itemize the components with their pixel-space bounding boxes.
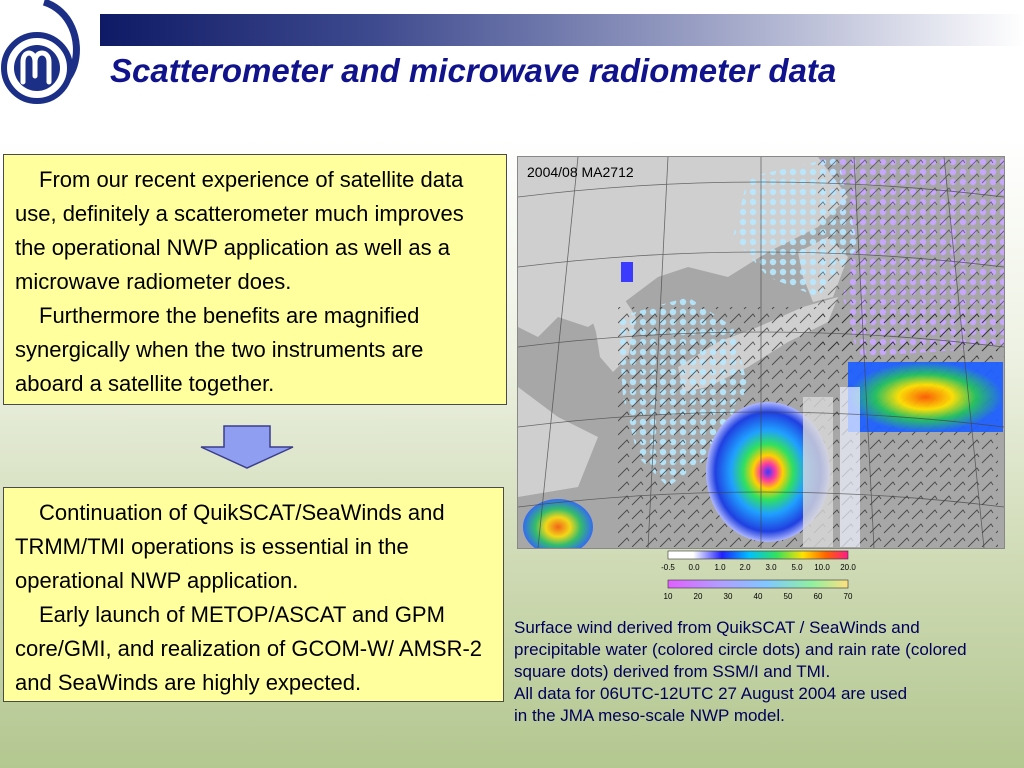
- box2-paragraph-1: Continuation of QuikSCAT/SeaWinds and TRMM/TMI operations is essential in the operational NWP application.: [15, 500, 445, 593]
- caption-line: square dots) derived from SSM/I and TMI.: [514, 662, 831, 681]
- figure-caption: [514, 617, 1019, 727]
- rain-rate-ticks: [661, 563, 856, 572]
- rain-tick: -0.5: [661, 563, 675, 572]
- pw-tick: 60: [813, 592, 823, 601]
- down-arrow-icon: [200, 425, 294, 469]
- pw-tick: 50: [783, 592, 793, 601]
- rain-tick: 5.0: [791, 563, 803, 572]
- precipitable-water-ticks: [664, 592, 853, 601]
- satellite-wind-map: [517, 156, 1005, 549]
- slide-title: Scatterometer and microwave radiometer data: [110, 52, 837, 89]
- rain-tick: 3.0: [765, 563, 777, 572]
- pw-tick: 30: [723, 592, 733, 601]
- rain-tick: 2.0: [739, 563, 751, 572]
- color-scale-legend: [660, 549, 864, 605]
- header-bar: [100, 14, 1024, 46]
- rain-tick: 0.0: [688, 563, 700, 572]
- rain-tick: 20.0: [840, 563, 856, 572]
- pw-tick: 20: [693, 592, 703, 601]
- caption-line: Surface wind derived from QuikSCAT / SeaWinds and: [514, 618, 920, 637]
- map-timestamp-label: 2004/08 MA2712: [527, 164, 634, 180]
- precipitable-water-bar: [668, 580, 848, 588]
- box1-paragraph-1: From our recent experience of satellite data use, definitely a scatterometer much improves the operational NWP application as well as a microwave radiometer does.: [15, 167, 464, 294]
- experience-textbox: [3, 154, 507, 405]
- rain-rate-bar: [668, 551, 848, 559]
- caption-line: in the JMA meso-scale NWP model.: [514, 706, 785, 725]
- box2-paragraph-2: Early launch of METOP/ASCAT and GPM core/GMI, and realization of GCOM-W/ AMSR-2 and SeaWinds are highly expected.: [15, 602, 483, 695]
- jma-logo: [0, 0, 104, 104]
- recommendation-textbox: [3, 487, 504, 702]
- map-graphic: [518, 157, 1004, 548]
- rain-tick: 1.0: [714, 563, 726, 572]
- caption-line: precipitable water (colored circle dots) and rain rate (colored: [514, 640, 967, 659]
- pw-tick: 10: [663, 592, 673, 601]
- rain-tick: 10.0: [814, 563, 830, 572]
- caption-line: All data for 06UTC-12UTC 27 August 2004 are used: [514, 684, 908, 703]
- pw-tick: 40: [753, 592, 763, 601]
- pw-tick: 70: [843, 592, 853, 601]
- box1-paragraph-2: Furthermore the benefits are magnified synergically when the two instruments are aboard a satellite together.: [15, 303, 424, 396]
